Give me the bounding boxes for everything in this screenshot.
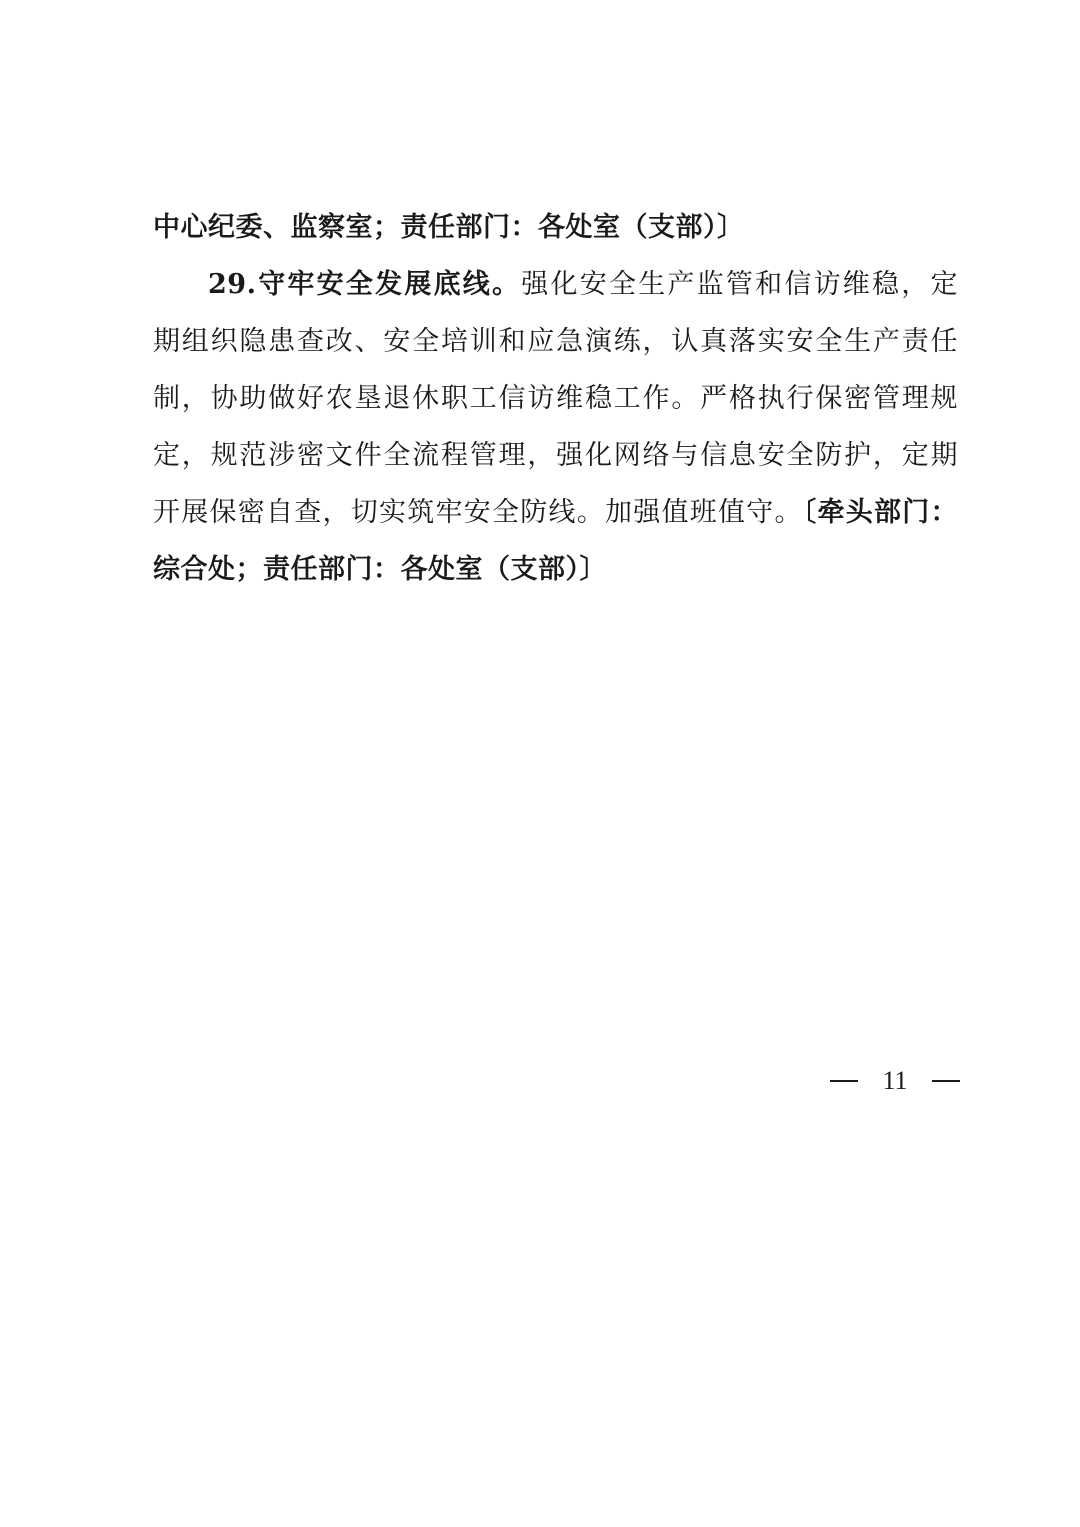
paragraph-29-text-end: 开展保密自查，切实筑牢安全防线。加强值班值守。 bbox=[153, 497, 803, 528]
page-number: 11 bbox=[882, 1066, 908, 1095]
responsibility-line-29 bbox=[153, 550, 958, 590]
right-dash bbox=[932, 1080, 960, 1082]
paragraph-29-line-3: 期组织隐患查改、安全培训和应急演练，认真落实安全生产责任 bbox=[153, 326, 958, 357]
paragraph-29-text-start: 强化安全生产监管和信访维稳，定 bbox=[521, 269, 958, 300]
page-footer bbox=[830, 1066, 960, 1096]
paragraph-29-line-5: 定，规范涉密文件全流程管理，强化网络与信息安全防护，定期 bbox=[153, 440, 958, 471]
responsibility-text: 中心纪委、监察室；责任部门：各处室（支部）〕 bbox=[153, 212, 745, 243]
lead-department-label: 〔牵头部门： bbox=[802, 497, 958, 528]
paragraph-29-first-line bbox=[208, 265, 958, 305]
responsibility-departments: 综合处；责任部门：各处室（支部）〕 bbox=[153, 554, 607, 585]
responsibility-line-continued bbox=[153, 208, 958, 248]
paragraph-29-line-6 bbox=[153, 493, 958, 533]
paragraph-29-line-4: 制，协助做好农垦退休职工信访维稳工作。严格执行保密管理规 bbox=[153, 383, 958, 414]
paragraph-29-heading: 29.守牢安全发展底线。 bbox=[208, 269, 522, 300]
left-dash bbox=[830, 1080, 858, 1082]
